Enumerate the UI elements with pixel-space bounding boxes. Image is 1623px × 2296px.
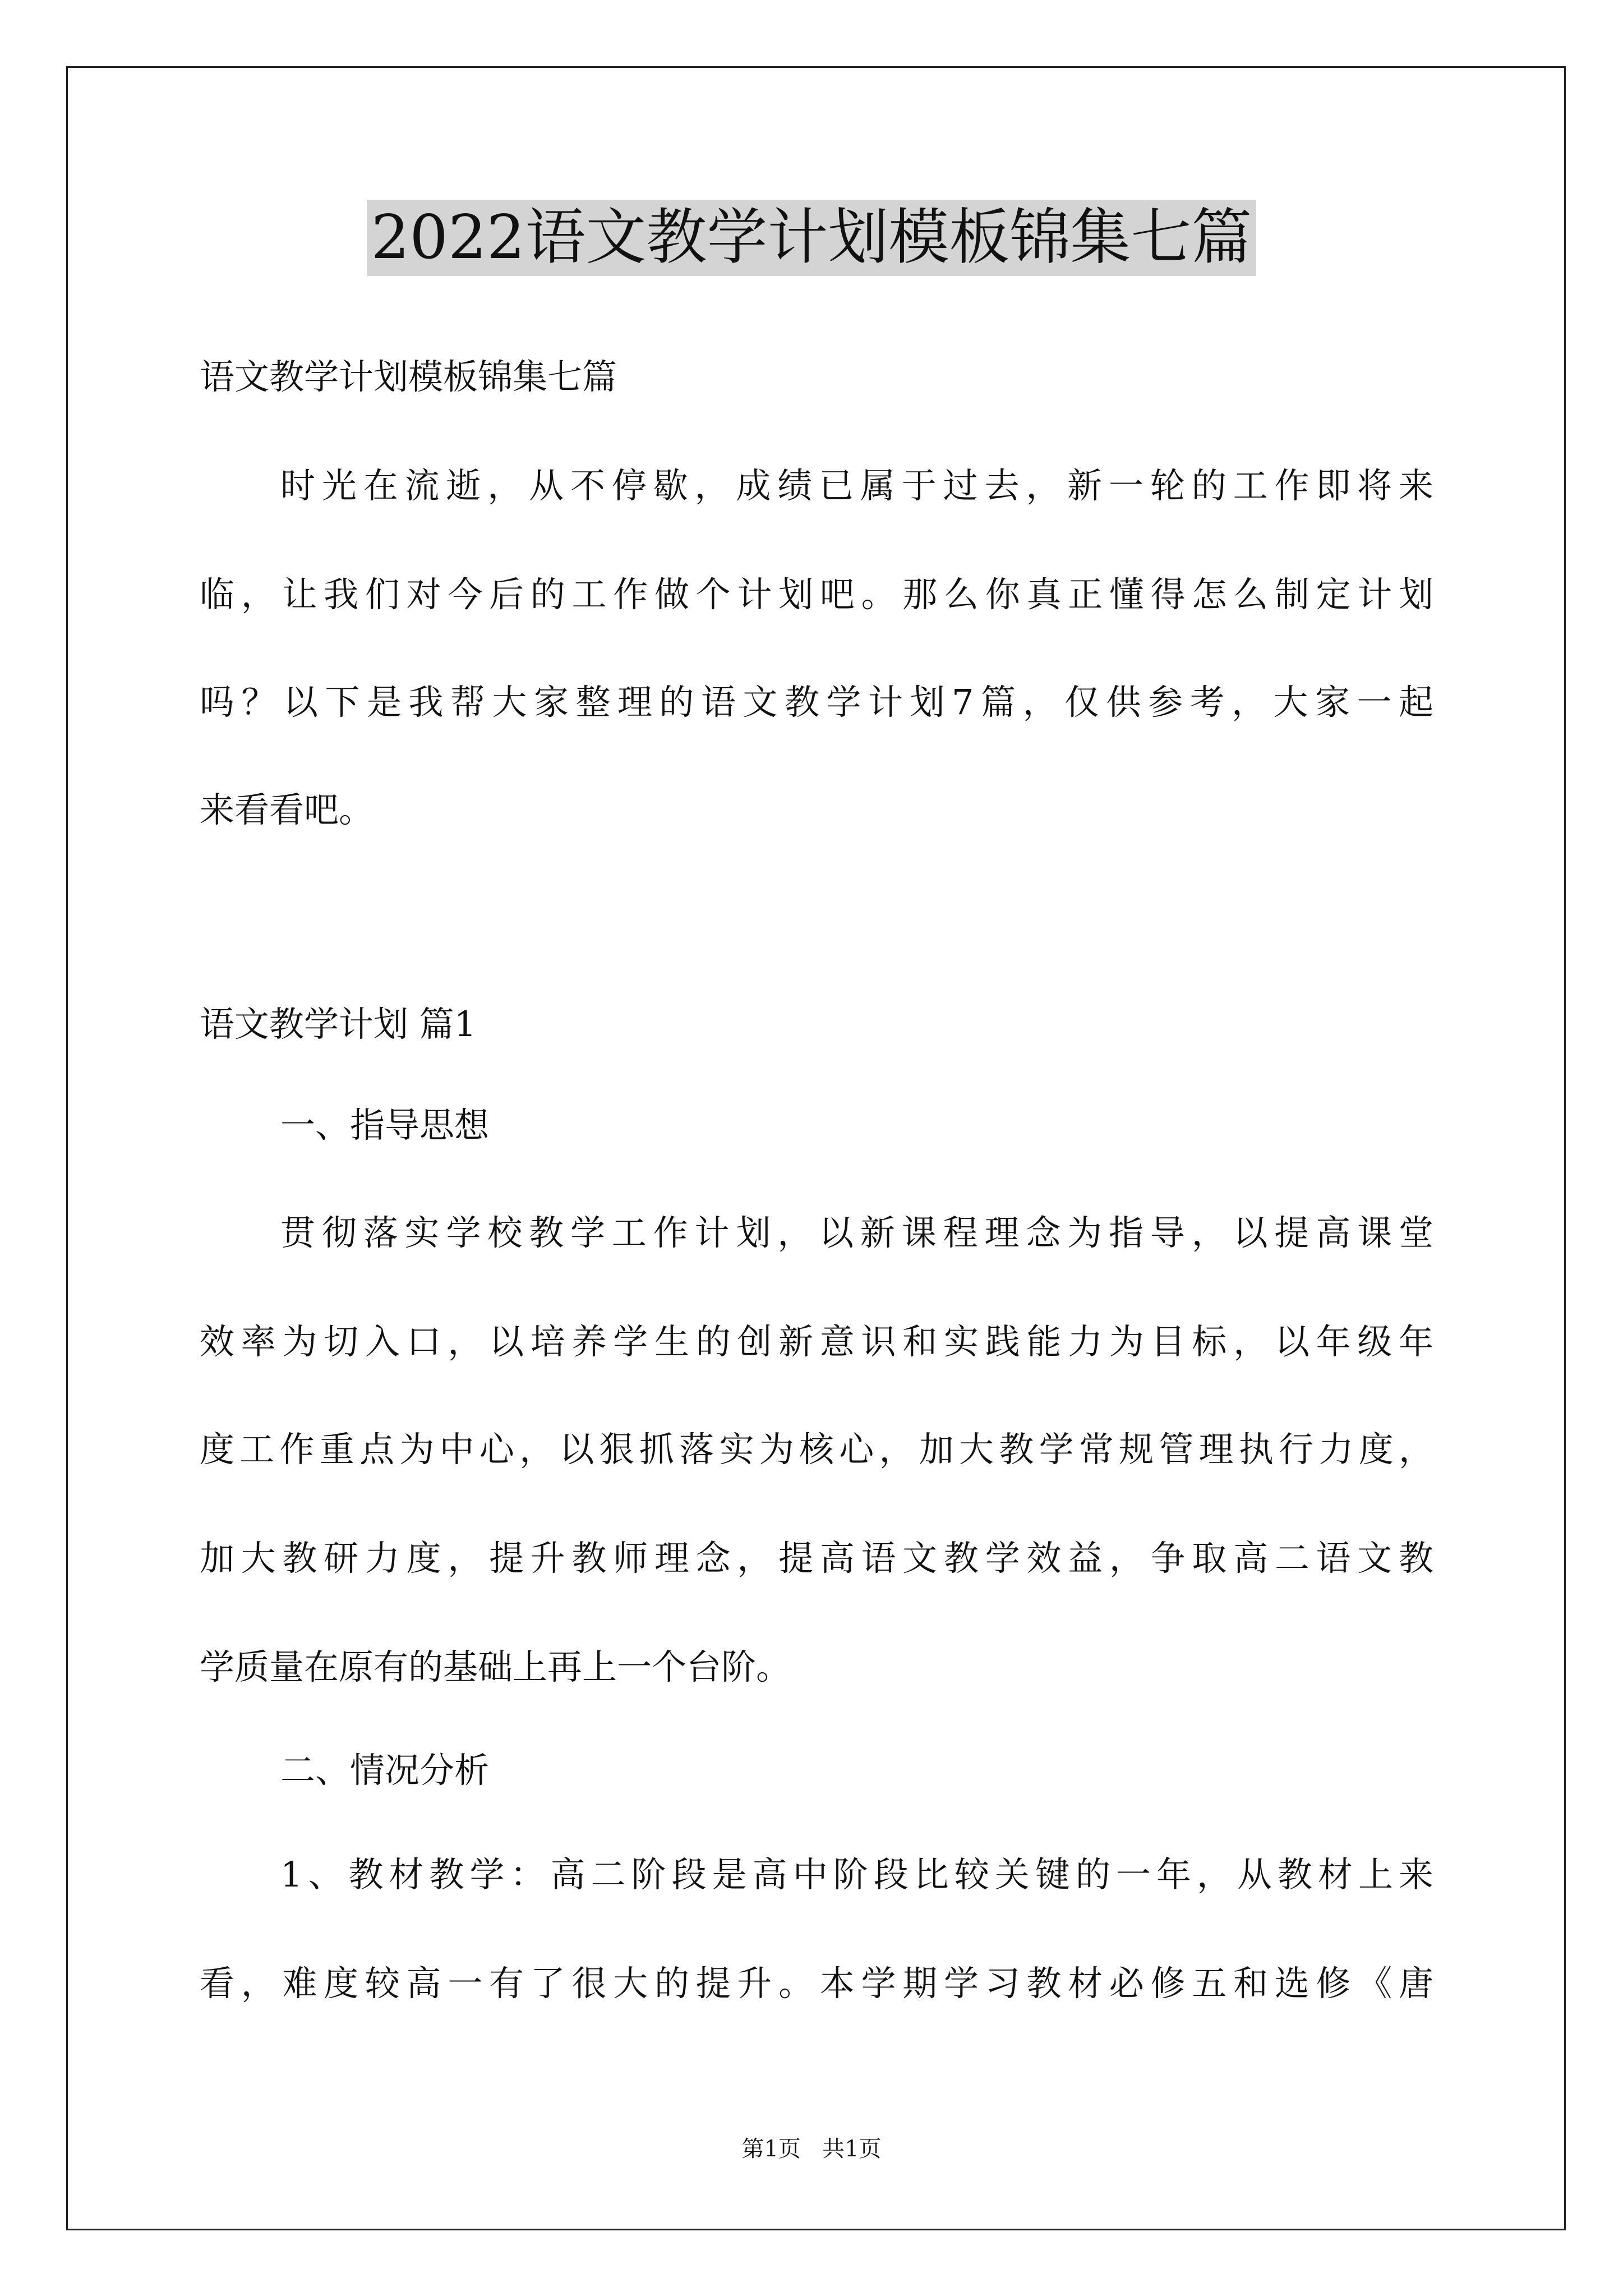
intro-line-3: 吗？以下是我帮大家整理的语文教学计划7篇，仅供参考，大家一起: [200, 682, 1433, 723]
intro-line-2: 临，让我们对今后的工作做个计划吧。那么你真正懂得怎么制定计划: [200, 574, 1433, 615]
title-container: [0, 200, 1623, 276]
page-footer: 第1页 共1页: [741, 2136, 882, 2162]
para-2-line-2: 看，难度较高一有了很大的提升。本学期学习教材必修五和选修《唐: [200, 1963, 1433, 2004]
document-subtitle: 语文教学计划模板锦集七篇: [200, 356, 617, 397]
para-1-line-3: 度工作重点为中心，以狠抓落实为核心，加大教学常规管理执行力度，: [200, 1429, 1433, 1470]
para-1-line-4: 加大教研力度，提升教师理念，提高语文教学效益，争取高二语文教: [200, 1538, 1433, 1579]
para-2-line-1: 1、教材教学：高二阶段是高中阶段比较关键的一年，从教材上来: [280, 1854, 1433, 1895]
para-1-line-2: 效率为切入口，以培养学生的创新意识和实践能力为目标，以年级年: [200, 1321, 1433, 1362]
intro-line-4: 来看看吧。: [200, 789, 374, 830]
intro-line-1: 时光在流逝，从不停歇，成绩已属于过去，新一轮的工作即将来: [280, 465, 1433, 506]
para-1-line-1: 贯彻落实学校教学工作计划，以新课程理念为指导，以提高课堂: [280, 1212, 1433, 1253]
heading-guiding-thought: 一、指导思想: [280, 1105, 490, 1145]
heading-situation-analysis: 二、情况分析: [280, 1750, 490, 1791]
para-1-line-5: 学质量在原有的基础上再上一个台阶。: [200, 1646, 791, 1687]
document-title: 2022语文教学计划模板锦集七篇: [367, 200, 1257, 276]
section-heading: 语文教学计划 篇1: [200, 1004, 477, 1045]
